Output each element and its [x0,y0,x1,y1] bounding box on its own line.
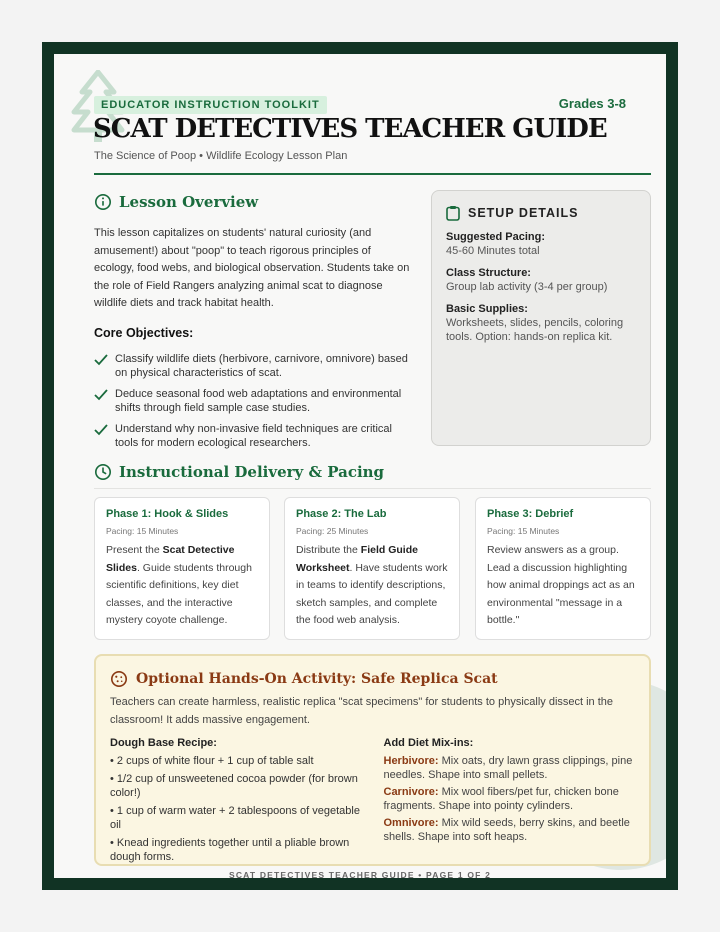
objective-item [94,387,414,415]
check-icon [94,424,108,436]
mixin-label: Carnivore: [383,786,439,798]
delivery-divider [94,488,651,489]
phase-resource: Field Guide Worksheet [296,544,418,574]
page-frame [42,42,678,890]
clock-icon [94,463,112,481]
overview-heading [94,193,414,211]
setup-details-card [431,190,651,446]
objective-item [94,352,414,380]
phase-card [475,497,651,640]
objective-item [94,422,414,450]
phase-text: Present the [106,544,163,556]
overview-intro: This lesson capitalizes on students' natural curiosity (and amusement!) about "poop" to teach rigorous principles of ecology, food webs, and biological observation. Students take on the role of Field Rangers analyzing animal scat to diagnose wildlife diets and track habitat health. [94,227,410,309]
phase-description [487,542,639,630]
mixin-text: Mix oats, dry lawn grass clippings, pine needles. Shape into small pellets. [383,755,633,781]
setup-item [446,230,636,258]
check-icon [94,354,108,366]
setup-item [446,302,636,344]
lesson-overview [94,193,414,457]
mixin-item [384,785,636,813]
recipe-step: • Knead ingredients together until a pliable brown dough forms. [110,837,350,863]
recipe-column [110,737,362,868]
cookie-icon [110,670,128,688]
page-footer: SCAT DETECTIVES TEACHER GUIDE • PAGE 1 OF 2 [228,870,492,878]
setup-heading-text: SETUP DETAILS [468,206,579,220]
mixins-title: Add Diet Mix-ins: [383,737,474,749]
phase-card [284,497,460,640]
phase-card [94,497,270,640]
objective-text: Deduce seasonal food web adaptations and environmental shifts through field sample case studies. [115,387,402,414]
phase-pacing: Pacing: 15 Minutes [487,526,560,536]
setup-value: Worksheets, slides, pencils, coloring tools. Option: hands-on replica kit. [446,317,624,343]
mixin-text: Mix wool fibers/pet fur, chicken bone fragments. Shape into pointy cylinders. [383,786,619,812]
setup-label: Class Structure: [446,267,531,279]
phase-text: . Have students work in teams to identify descriptions, sketch samples, and complete the food web analysis. [296,561,448,626]
setup-heading [446,205,636,221]
activity-columns [110,737,635,868]
clipboard-icon [446,205,460,221]
info-circle-icon [94,193,112,211]
objective-text: Understand why non-invasive field techniques are critical tools for modern ecological researchers. [115,422,392,449]
phase-pacing: Pacing: 25 Minutes [296,526,369,536]
toolkit-kicker: EDUCATOR INSTRUCTION TOOLKIT [94,96,327,114]
recipe-step: • 1 cup of warm water + 2 tablespoons of vegetable oil [110,805,360,831]
recipe-step: • 1/2 cup of unsweetened cocoa powder (for brown color!) [110,773,358,799]
mixin-label: Herbivore: [383,755,439,767]
phase-text: Distribute the [296,544,361,556]
phase-text: . Guide students through scientific definitions, key diet classes, and the interactive mystery coyote challenge. [106,561,252,626]
recipe-title: Dough Base Recipe: [110,737,217,749]
mixins-column [384,737,636,868]
delivery-heading [94,463,384,481]
delivery-heading-text: Instructional Delivery & Pacing [119,463,385,481]
mixin-item [384,816,636,844]
phase-title: Phase 1: Hook & Slides [106,508,229,520]
setup-value: 45-60 Minutes total [446,245,540,257]
guide-sheet [54,54,666,878]
phase-text: Review answers as a group. Lead a discussion highlighting how animal droppings act as an environmental "message in a bottle." [487,544,635,626]
setup-value: Group lab activity (3-4 per group) [446,281,608,293]
grades-label: Grades 3-8 [558,96,626,111]
mixin-item [384,754,636,782]
setup-label: Basic Supplies: [446,303,528,315]
setup-item [446,266,636,294]
activity-heading [110,670,635,688]
phase-description [296,542,448,630]
page-title: SCAT DETECTIVES TEACHER GUIDE [93,114,607,144]
objectives-title: Core Objectives: [94,325,194,340]
page-subtitle: The Science of Poop • Wildlife Ecology Lesson Plan [94,150,348,162]
optional-activity-box [94,654,651,866]
objective-text: Classify wildlife diets (herbivore, carnivore, omnivore) based on physical characteristics of scat. [115,352,408,379]
header-divider [94,173,651,175]
check-icon [94,389,108,401]
mixin-label: Omnivore: [383,817,439,829]
mixin-text: Mix wild seeds, berry skins, and beetle shells. Shape into soft heaps. [383,817,630,843]
phase-title: Phase 3: Debrief [487,508,574,520]
activity-heading-text: Optional Hands-On Activity: Safe Replica Scat [136,671,498,687]
setup-label: Suggested Pacing: [446,231,546,243]
phase-description [106,542,258,630]
objectives-list [94,352,414,450]
phase-pacing: Pacing: 15 Minutes [106,526,179,536]
recipe-list [110,754,362,864]
overview-heading-text: Lesson Overview [119,193,259,211]
activity-intro: Teachers can create harmless, realistic replica "scat specimens" for students to physically dissect in the classroom! It adds massive engagement. [110,696,614,726]
phase-resource: Scat Detective Slides [106,544,235,574]
recipe-step: • 2 cups of white flour + 1 cup of table salt [110,755,314,767]
phase-title: Phase 2: The Lab [296,508,387,520]
